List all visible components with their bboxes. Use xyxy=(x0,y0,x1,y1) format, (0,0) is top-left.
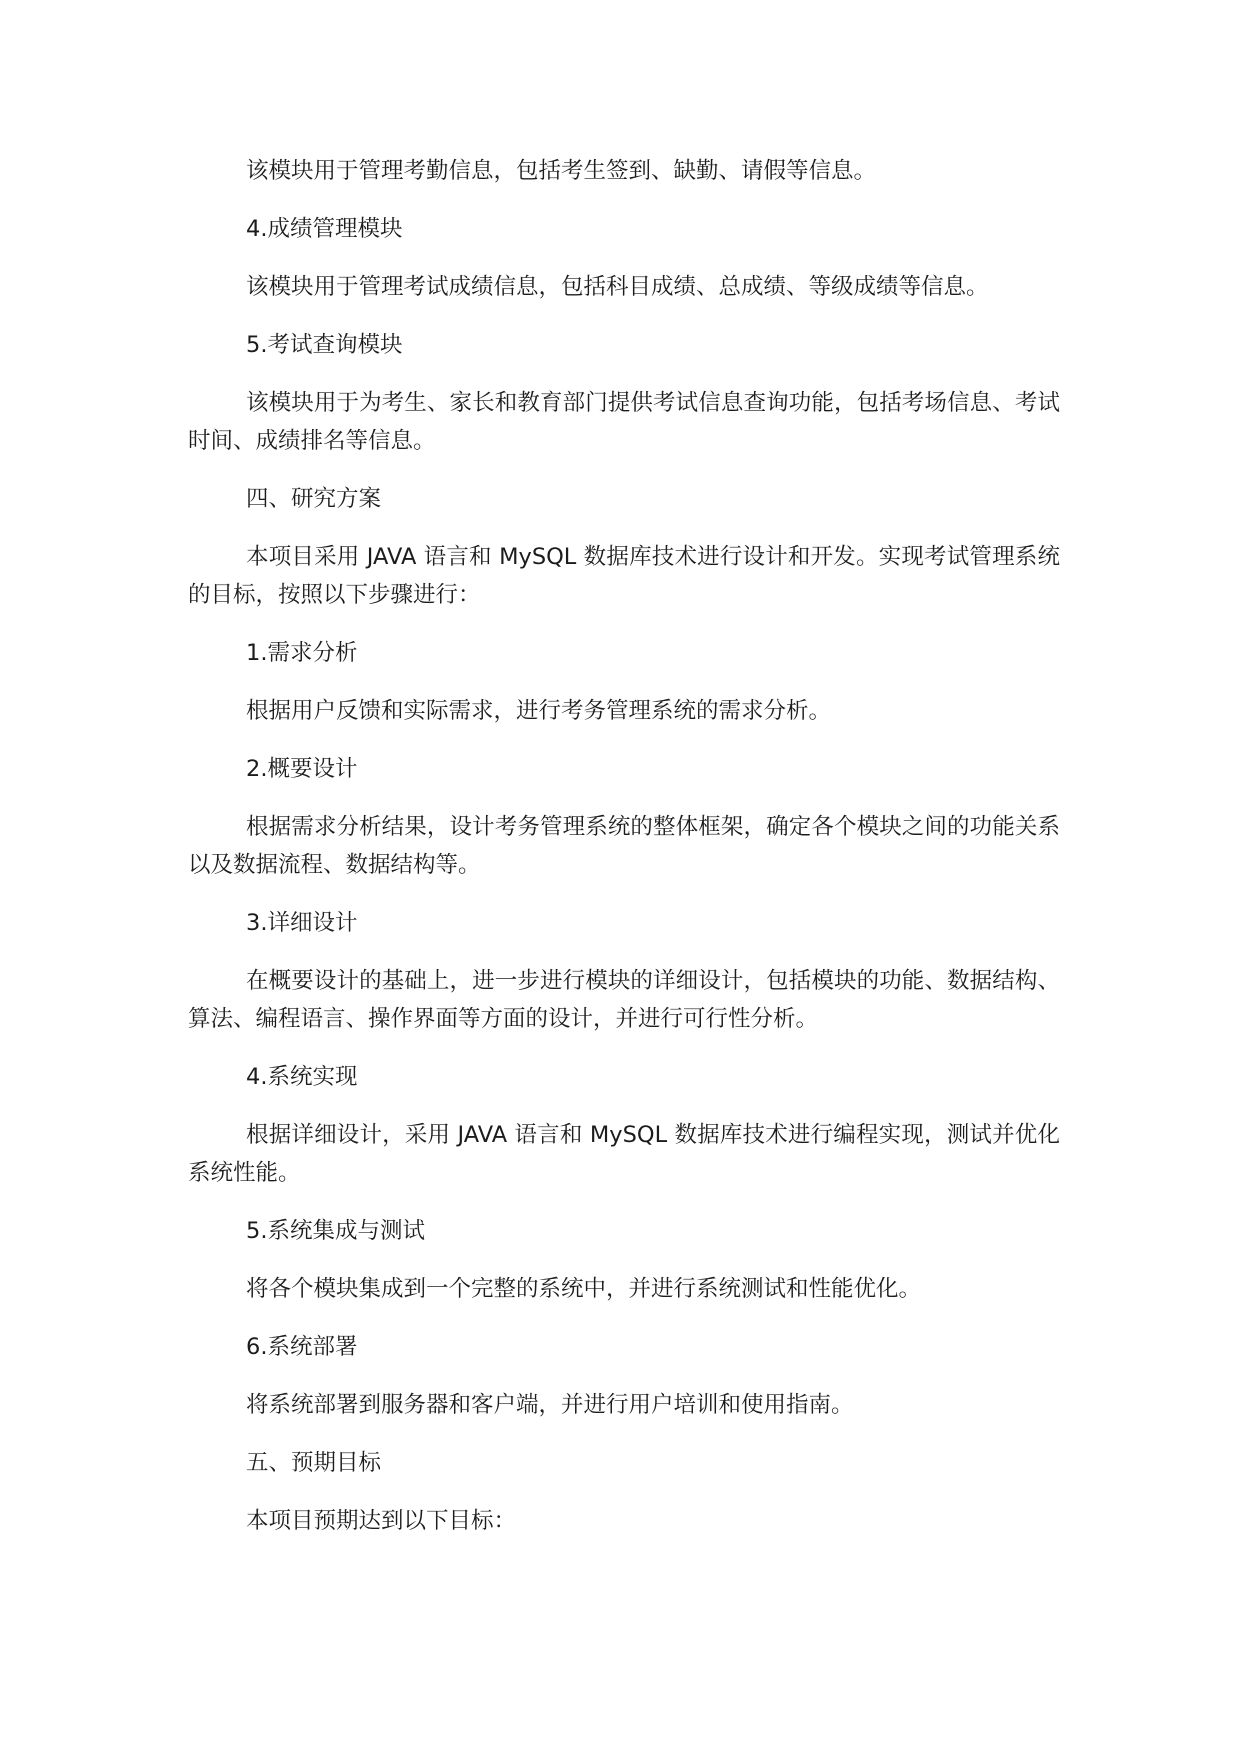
section-heading-research-plan: 四、研究方案 xyxy=(246,486,382,512)
paragraph-goals-intro: 本项目预期达到以下目标： xyxy=(246,1508,517,1534)
heading-requirements-analysis: 1.需求分析 xyxy=(246,640,358,666)
heading-outline-design: 2.概要设计 xyxy=(246,756,358,782)
paragraph-grade-desc: 该模块用于管理考试成绩信息，包括科目成绩、总成绩、等级成绩等信息。 xyxy=(246,274,989,300)
heading-system-implementation: 4.系统实现 xyxy=(246,1064,358,1090)
paragraph-query-desc: 该模块用于为考生、家长和教育部门提供考试信息查询功能，包括考场信息、考试时间、成绩排名等信息。 xyxy=(188,390,1060,454)
paragraph-requirements-desc: 根据用户反馈和实际需求，进行考务管理系统的需求分析。 xyxy=(246,698,832,724)
document-body xyxy=(188,152,1060,1540)
paragraph-outline-desc: 根据需求分析结果，设计考务管理系统的整体框架，确定各个模块之间的功能关系以及数据流程、数据结构等。 xyxy=(188,814,1060,878)
heading-system-deployment: 6.系统部署 xyxy=(246,1334,358,1360)
heading-query-module: 5.考试查询模块 xyxy=(246,332,403,358)
paragraph-attendance-desc: 该模块用于管理考勤信息，包括考生签到、缺勤、请假等信息。 xyxy=(246,158,877,184)
paragraph-deployment-desc: 将系统部署到服务器和客户端，并进行用户培训和使用指南。 xyxy=(246,1392,854,1418)
paragraph-integration-desc: 将各个模块集成到一个完整的系统中，并进行系统测试和性能优化。 xyxy=(246,1276,922,1302)
section-heading-expected-goals: 五、预期目标 xyxy=(246,1450,382,1476)
heading-grade-module: 4.成绩管理模块 xyxy=(246,216,403,242)
paragraph-implementation-desc: 根据详细设计，采用 JAVA 语言和 MySQL 数据库技术进行编程实现，测试并优化系统性能。 xyxy=(188,1122,1060,1186)
heading-detailed-design: 3.详细设计 xyxy=(246,910,358,936)
heading-integration-testing: 5.系统集成与测试 xyxy=(246,1218,425,1244)
paragraph-research-intro: 本项目采用 JAVA 语言和 MySQL 数据库技术进行设计和开发。实现考试管理系统的目标，按照以下步骤进行： xyxy=(188,544,1060,608)
paragraph-detailed-desc: 在概要设计的基础上，进一步进行模块的详细设计，包括模块的功能、数据结构、算法、编程语言、操作界面等方面的设计，并进行可行性分析。 xyxy=(188,968,1060,1032)
